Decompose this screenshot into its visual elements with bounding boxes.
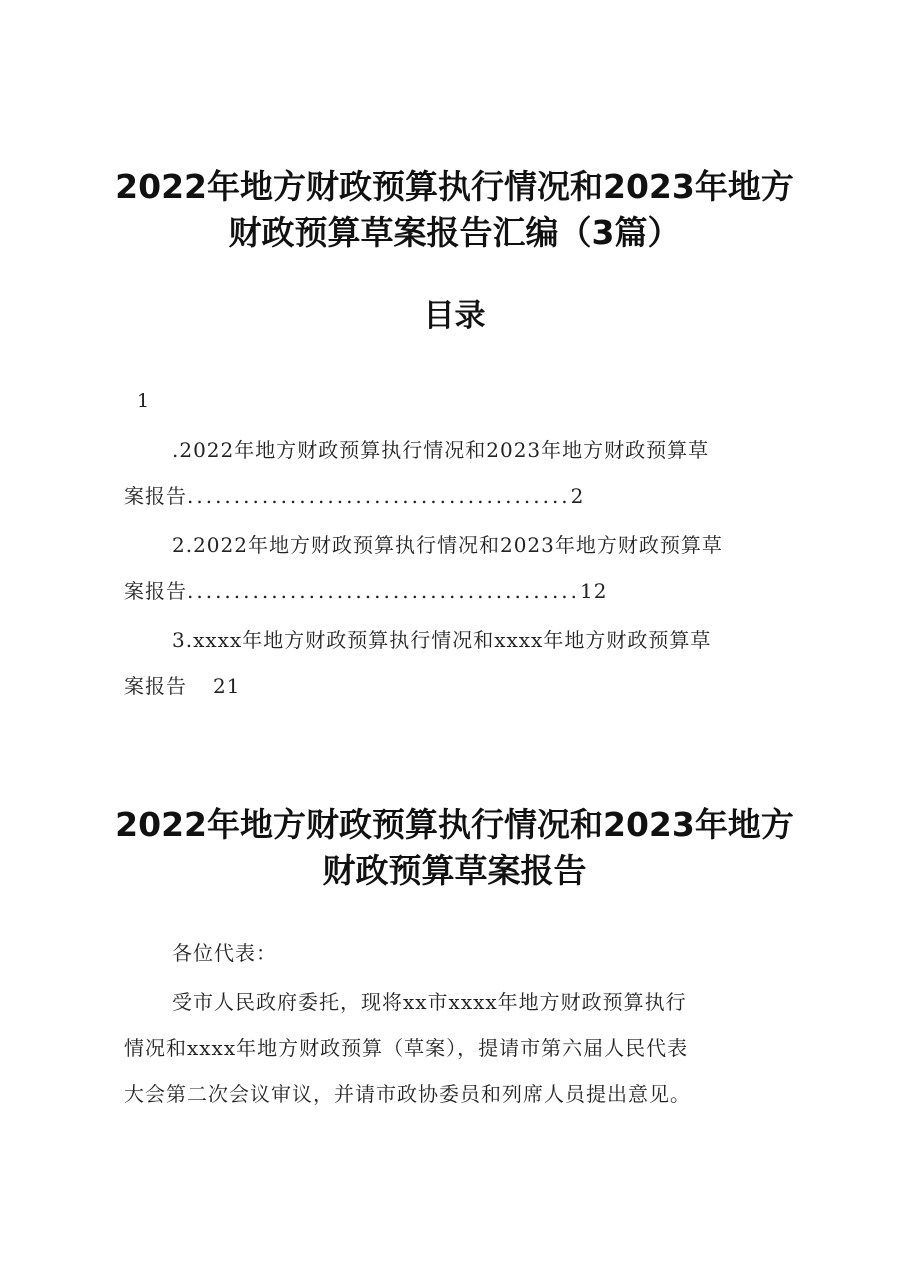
toc-leader-dots: .......................................... [187,579,581,603]
paragraph-line: 情况和xxxx年地方财政预算（草案），提请市第六届人民代表 [124,1036,689,1060]
toc-entry-title-end: 案报告 [124,579,187,603]
toc-leader-dots: ......................................... [187,484,571,508]
toc-entry[interactable] [124,522,800,614]
toc-entry-continuation [124,473,800,519]
toc-page-number: 12 [580,579,608,603]
toc-heading: 目录 [423,298,486,334]
toc-entry-title: 3.xxxx年地方财政预算执行情况和xxxx年地方财政预算草 [172,628,712,652]
title-line-2: 财政预算草案报告汇编（3篇） [228,213,681,252]
paragraph-line: 大会第二次会议审议，并请市政协委员和列席人员提出意见。 [124,1082,691,1106]
toc-page-number: 2 [570,484,585,508]
body-paragraph [124,979,800,1117]
title-line-1: 2022年地方财政预算执行情况和2023年地方 [115,167,794,206]
greeting: 各位代表： [172,941,277,965]
paragraph-line: 受市人民政府委托，现将xx市xxxx年地方财政预算执行 [172,990,687,1014]
toc-entry[interactable] [124,617,800,709]
toc-entry-title: .2022年地方财政预算执行情况和2023年地方财政预算草 [172,438,710,462]
toc-entry-continuation [124,568,800,614]
section-title [110,802,799,894]
toc-entry-title-end: 案报告 [124,484,187,508]
toc-entry[interactable] [124,427,800,519]
toc-entry-title-end: 案报告 [124,674,187,698]
toc-standalone-number: 1 [137,390,150,412]
document-title [110,164,799,256]
toc-page-number: 21 [213,674,241,698]
section-title-line-2: 财政预算草案报告 [322,851,587,890]
toc-entry-continuation [124,663,800,709]
section-title-line-1: 2022年地方财政预算执行情况和2023年地方 [115,805,794,844]
toc-entry-title: 2.2022年地方财政预算执行情况和2023年地方财政预算草 [172,533,723,557]
